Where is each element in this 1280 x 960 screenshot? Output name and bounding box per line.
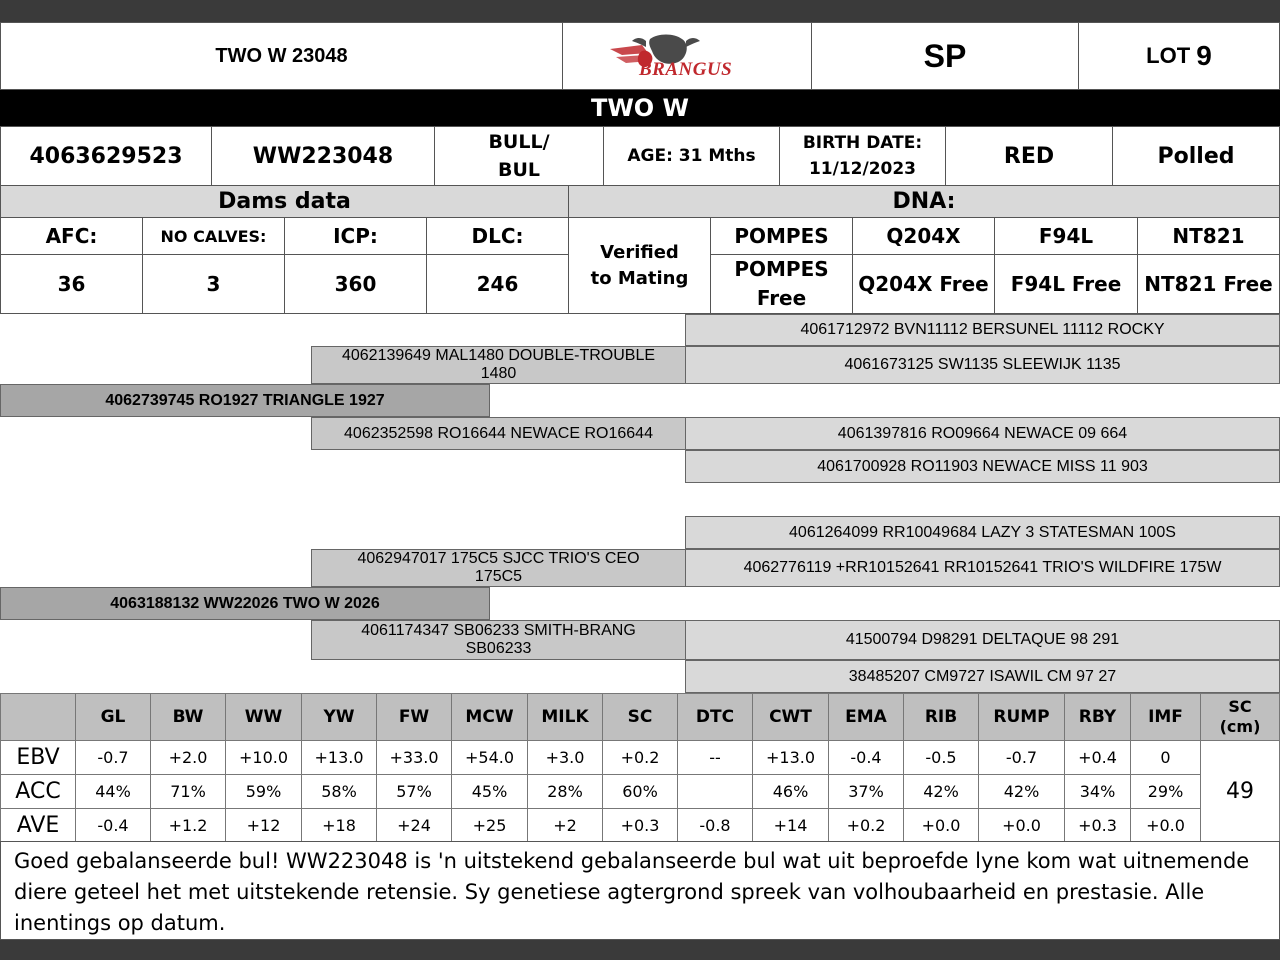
acc-row-label: ACC [0, 774, 76, 809]
dna-value-pompes: POMPES Free [710, 254, 853, 314]
ebv-value: +13.0 [752, 740, 829, 775]
ebv-value: +54.0 [451, 740, 528, 775]
pedigree-sire: 4062739745 RO1927 TRIANGLE 1927 [0, 384, 490, 417]
acc-value: 37% [828, 774, 904, 809]
ave-row-label: AVE [0, 808, 76, 842]
ave-value: +14 [752, 808, 829, 842]
dams-data-title: Dams data [0, 185, 569, 218]
pedigree-ssd: 4061673125 SW1135 SLEEWIJK 1135 [685, 346, 1280, 384]
dams-value-icp: 360 [284, 254, 427, 314]
sex-line1: BULL/ [488, 131, 550, 153]
sex-line2: BUL [497, 159, 541, 181]
acc-value: 44% [75, 774, 151, 809]
acc-value: 42% [978, 774, 1065, 809]
animal-name: TWO W 23048 [0, 22, 563, 90]
registration-number: 4063629523 [0, 126, 212, 186]
ebv-header-sc: SC [602, 693, 678, 741]
dna-header-pompes: POMPES [710, 217, 853, 255]
lot-number [1078, 22, 1280, 90]
ave-value: -0.4 [75, 808, 151, 842]
lot-label: LOT [1146, 43, 1191, 68]
dams-header-afc: AFC: [0, 217, 143, 255]
horn-status: Polled [1112, 126, 1280, 186]
ebv-value: +13.0 [301, 740, 377, 775]
pedigree-sire-dam: 4062352598 RO16644 NEWACE RO16644 [311, 417, 686, 450]
ebv-header-ww: WW [225, 693, 302, 741]
ebv-row-label: EBV [0, 740, 76, 775]
dams-value-dlc: 246 [426, 254, 569, 314]
acc-value: 29% [1130, 774, 1201, 809]
ave-value: +0.0 [978, 808, 1065, 842]
ebv-value: +2.0 [150, 740, 226, 775]
ave-value: +0.0 [1130, 808, 1201, 842]
lot-value: 9 [1196, 40, 1212, 71]
owner-banner: TWO W [0, 90, 1280, 126]
ebv-header-gl: GL [75, 693, 151, 741]
dams-header-dlc: DLC: [426, 217, 569, 255]
pedigree-sds: 4061397816 RO09664 NEWACE 09 664 [685, 417, 1280, 450]
acc-value: 45% [451, 774, 528, 809]
ave-value: -0.8 [677, 808, 753, 842]
acc-value: 46% [752, 774, 829, 809]
pedigree-ddd: 38485207 CM9727 ISAWIL CM 97 27 [685, 660, 1280, 693]
sale-code: SP [811, 22, 1079, 90]
dna-value-nt821: NT821 Free [1137, 254, 1280, 314]
pedigree-sss: 4061712972 BVN11112 BERSUNEL 11112 ROCKY [685, 314, 1280, 346]
ave-value: +2 [527, 808, 603, 842]
dna-verified: Verified to Mating [568, 217, 711, 314]
dna-value-q204x: Q204X Free [852, 254, 995, 314]
acc-value [677, 774, 753, 809]
ave-value: +18 [301, 808, 377, 842]
brangus-logo [562, 22, 812, 90]
ebv-value: 0 [1130, 740, 1201, 775]
dams-value-calves: 3 [142, 254, 285, 314]
ebv-value: +3.0 [527, 740, 603, 775]
dna-title: DNA: [568, 185, 1280, 218]
ave-value: +0.2 [828, 808, 904, 842]
pedigree-sdd: 4061700928 RO11903 NEWACE MISS 11 903 [685, 450, 1280, 483]
pedigree-dam-dam: 4061174347 SB06233 SMITH-BRANG SB06233 [311, 620, 686, 660]
ebv-header-dtc: DTC [677, 693, 753, 741]
acc-value: 58% [301, 774, 377, 809]
ebv-value: +0.2 [602, 740, 678, 775]
acc-value: 59% [225, 774, 302, 809]
dams-header-calves: NO CALVES: [142, 217, 285, 255]
dna-header-q204x: Q204X [852, 217, 995, 255]
ave-value: +0.0 [903, 808, 979, 842]
ebv-header-yw: YW [301, 693, 377, 741]
sex [434, 126, 604, 186]
ebv-header-blank [0, 693, 76, 741]
ebv-value: -0.7 [978, 740, 1065, 775]
ave-value: +12 [225, 808, 302, 842]
ebv-value: +10.0 [225, 740, 302, 775]
pedigree-dam: 4063188132 WW22026 TWO W 2026 [0, 587, 490, 620]
ebv-header-ema: EMA [828, 693, 904, 741]
age: AGE: 31 Mths [603, 126, 780, 186]
ebv-header-mcw: MCW [451, 693, 528, 741]
ebv-value: -- [677, 740, 753, 775]
comment-text: Goed gebalanseerde bul! WW223048 is 'n uitstekend gebalanseerde bul wat uit beproefde lyne kom wat uitnemende diere geteel het met uitstekende retensie. Sy genetiese agtergrond spreek van volhoubaarheid en prestasie. Alle inentings op datum. [0, 841, 1280, 940]
ave-value: +1.2 [150, 808, 226, 842]
acc-value: 34% [1064, 774, 1131, 809]
ave-value: +0.3 [602, 808, 678, 842]
ebv-header-sc-cm: SC (cm) [1200, 693, 1280, 741]
acc-value: 28% [527, 774, 603, 809]
pedigree-dss: 4061264099 RR10049684 LAZY 3 STATESMAN 100S [685, 516, 1280, 549]
color: RED [945, 126, 1113, 186]
ebv-value: -0.5 [903, 740, 979, 775]
birth-date-label: BIRTH DATE: [802, 133, 923, 153]
ebv-header-imf: IMF [1130, 693, 1201, 741]
tag-number: WW223048 [211, 126, 435, 186]
ebv-header-rump: RUMP [978, 693, 1065, 741]
logo-text: BRANGUS [639, 59, 733, 80]
ebv-value: -0.7 [75, 740, 151, 775]
ebv-header-bw: BW [150, 693, 226, 741]
ebv-header-rib: RIB [903, 693, 979, 741]
ebv-value: +33.0 [376, 740, 452, 775]
ave-value: +24 [376, 808, 452, 842]
ebv-value: +0.4 [1064, 740, 1131, 775]
acc-value: 57% [376, 774, 452, 809]
dams-header-icp: ICP: [284, 217, 427, 255]
acc-value: 71% [150, 774, 226, 809]
dna-header-f94l: F94L [994, 217, 1138, 255]
acc-value: 42% [903, 774, 979, 809]
ebv-value: -0.4 [828, 740, 904, 775]
ave-value: +25 [451, 808, 528, 842]
ebv-header-fw: FW [376, 693, 452, 741]
birth-date-value: 11/12/2023 [808, 159, 917, 179]
pedigree-dds: 41500794 D98291 DELTAQUE 98 291 [685, 620, 1280, 660]
ebv-header-rby: RBY [1064, 693, 1131, 741]
lot-sheet [0, 22, 1280, 940]
ave-value: +0.3 [1064, 808, 1131, 842]
dna-header-nt821: NT821 [1137, 217, 1280, 255]
ebv-header-cwt: CWT [752, 693, 829, 741]
ebv-header-milk: MILK [527, 693, 603, 741]
dna-value-f94l: F94L Free [994, 254, 1138, 314]
birth-date [779, 126, 946, 186]
pedigree-sire-sire: 4062139649 MAL1480 DOUBLE-TROUBLE 1480 [311, 346, 686, 384]
acc-value: 60% [602, 774, 678, 809]
pedigree-dam-sire: 4062947017 175C5 SJCC TRIO'S CEO 175C5 [311, 549, 686, 587]
pedigree-dsd: 4062776119 +RR10152641 RR10152641 TRIO'S WILDFIRE 175W [685, 549, 1280, 587]
dams-value-afc: 36 [0, 254, 143, 314]
sc-cm-value: 49 [1200, 740, 1280, 842]
